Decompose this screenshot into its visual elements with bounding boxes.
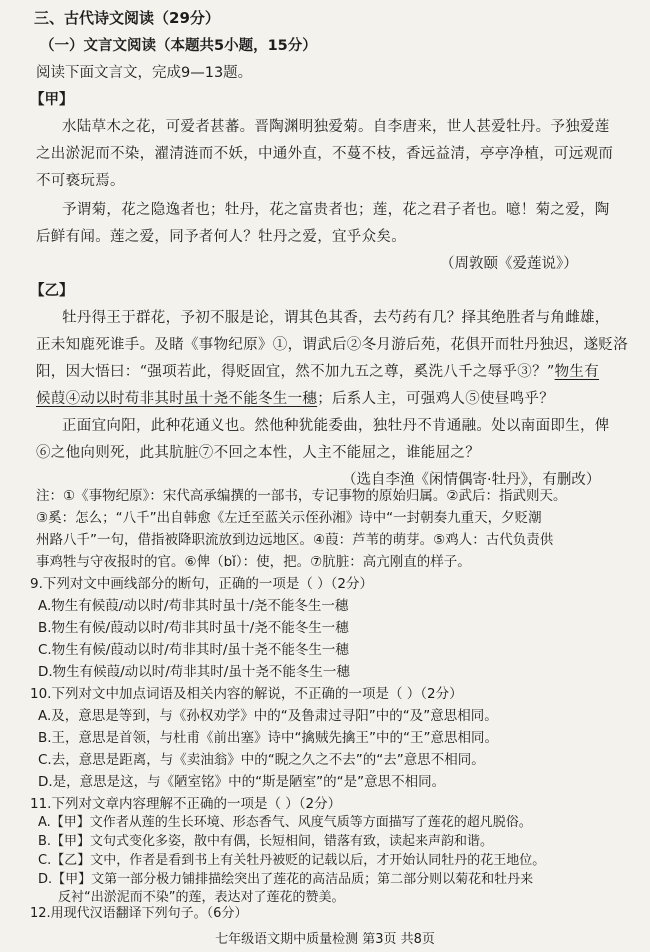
q11-option-d-cont: 反衬“出淤泥而不染”的莲，表达对了莲花的赞美。 (58, 890, 345, 905)
yi-text-line (36, 362, 599, 382)
q11-option-c: C.【乙】文中，作者是看到书上有关牡丹被贬的记载以后，才开始认同牡丹的花王地位。 (38, 853, 546, 868)
yi-text-line: ⑥之他向则死，此其肮脏⑦不回之本性，人主不能屈之，谁能屈之？ (36, 445, 480, 461)
yi-source: （选自李渔《闲情偶寄·牡丹》，有删改） (342, 472, 601, 488)
instruction: 阅读下面文言文，完成9—13题。 (36, 65, 253, 81)
sub-title: （一）文言文阅读（本题共5小题，15分） (40, 38, 317, 54)
yi-text: ；后系人主，可强鸡人⑤使昼鸣乎？ (317, 391, 555, 407)
q10-option-a: A.及，意思是等到，与《孙权劝学》中的“及鲁肃过寻阳”中的“及”意思相同。 (38, 708, 498, 724)
q9-option-c: C.物生有候/葭动以时/苟非其时/虽十尧不能冬生一穗 (38, 642, 349, 658)
note-line: 州路八千”一句，借指被降职流放到边远地区。④葭：芦苇的萌芽。⑤鸡人：古代负责供 (36, 532, 554, 548)
q11-option-b: B.【甲】文句式变化多姿，散中有偶，长短相间，错落有致，读起来声韵和谐。 (38, 834, 494, 849)
q9-option-b: B.物生有候/葭动以时/苟非其时虽十/尧不能冬生一穗 (38, 620, 349, 636)
q9-option-d: D.物生有候葭/动以时/苟非其时/虽十尧不能冬生一穗 (38, 664, 350, 680)
jia-label: 【甲】 (30, 92, 74, 108)
note-line: 注：①《事物纪原》：宋代高承编撰的一部书，专记事物的原始归属。②武后：指武则天。 (36, 488, 567, 504)
yi-text: 阳，因大悟曰：“强项若此，得贬固宜，然不加九五之尊，奚洗八千之辱乎③？” (36, 364, 555, 380)
question-11: 11.下列对文章内容理解不正确的一项是（ ）（2分） (30, 796, 342, 812)
note-line: 事鸡牲与守夜报时的官。⑥俾（bǐ）：使，把。⑦肮脏：高亢刚直的样子。 (36, 554, 471, 570)
yi-text-line: 正未知鹿死谁手。及睹《事物纪原》①，谓武后②冬月游后苑，花俱开而牡丹独迟，遂贬洛 (36, 337, 628, 353)
question-9: 9.下列对文中画线部分的断句，正确的一项是（ ）（2分） (30, 576, 374, 592)
q9-option-a: A.物生有候葭/动以时/苟非其时虽十/尧不能冬生一穗 (38, 598, 349, 614)
q10-option-b: B.王，意思是首领，与杜甫《前出塞》诗中“擒贼先擒王”中的“王”意思相同。 (38, 730, 499, 746)
yi-text-line: 牡丹得王于群花，予初不服是论，谓其色其香，去芍药有几？择其绝胜者与角雌雄， (62, 310, 610, 326)
jia-text-line: 不可亵玩焉。 (36, 173, 125, 189)
jia-text-line: 予谓菊，花之隐逸者也；牡丹，花之富贵者也；莲，花之君子者也。噫！菊之爱，陶 (62, 202, 610, 218)
jia-text-line: 后鲜有闻。莲之爱，同予者何人？牡丹之爱，宜乎众矣。 (36, 229, 406, 245)
jia-text-line: 水陆草木之花，可爱者甚蕃。晋陶渊明独爱菊。自李唐来，世人甚爱牡丹。予独爱莲 (62, 119, 610, 135)
question-10: 10.下列对文中加点词语及相关内容的解说，不正确的一项是（ ）（2分） (30, 686, 463, 702)
q11-option-a: A.【甲】文作者从莲的生长环境、形态香气、风度气质等方面描写了莲花的超凡脱俗。 (38, 815, 532, 830)
section-title: 三、古代诗文阅读（29分） (34, 9, 220, 27)
underlined-text: 候葭④动以时苟非其时虽十尧不能冬生一穗 (36, 391, 318, 407)
jia-source: （周敦颐《爱莲说》） (440, 256, 578, 272)
q10-option-d: D.是，意思是这，与《陋室铭》中的“斯是陋室”的“是”意思不相同。 (38, 774, 446, 790)
jia-text-line: 之出淤泥而不染，濯清涟而不妖，中通外直，不蔓不枝，香远益清，亭亭净植，可远观而 (36, 146, 614, 162)
question-12: 12.用现代汉语翻译下列句子。（6分） (30, 906, 248, 921)
note-line: ③奚：怎么；“八千”出自韩愈《左迁至蓝关示侄孙湘》诗中“一封朝奏九重天，夕贬潮 (36, 510, 542, 526)
yi-label: 【乙】 (30, 283, 74, 299)
page-footer: 七年级语文期中质量检测 第3页 共8页 (215, 932, 435, 947)
underlined-text: 物生有 (554, 364, 600, 380)
q10-option-c: C.去，意思是距离，与《卖油翁》中的“睨之久之不去”的“去”意思不相同。 (38, 752, 485, 768)
yi-text-line (36, 389, 554, 409)
yi-text-line: 正面宜向阳，此种花通义也。然他种犹能委曲，独牡丹不肯通融。处以南面即生，俾 (62, 418, 610, 434)
q11-option-d: D.【甲】文第一部分极力铺排描绘突出了莲花的高洁品质；第二部分则以菊花和牡丹来 (38, 872, 534, 887)
